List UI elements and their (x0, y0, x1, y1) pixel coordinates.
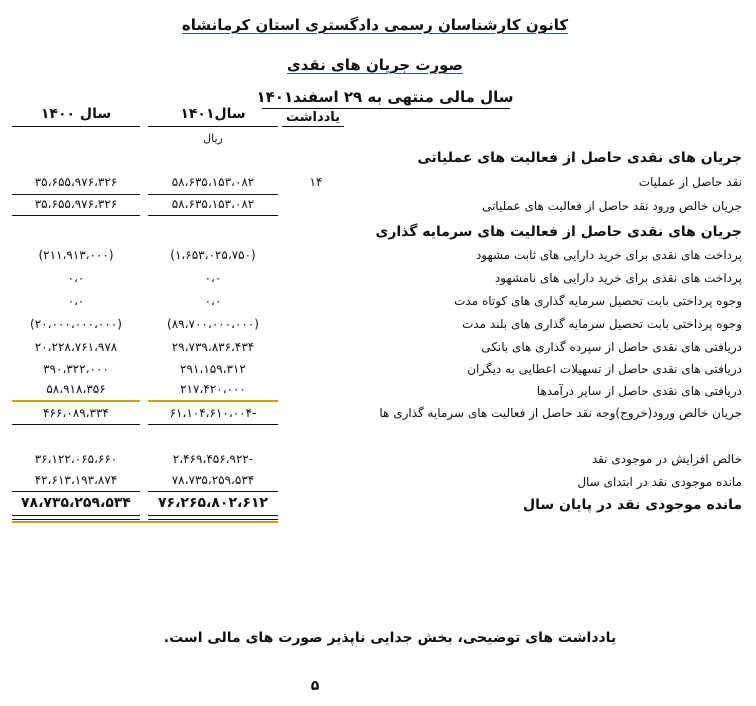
section-investing: جریان های نقدی حاصل از فعالیت های سرمایه گذاری (375, 224, 742, 240)
row-value-1401: ۲۱۷،۴۲۰،۰۰۰ (180, 382, 246, 396)
row-value-1401: (۱،۶۵۳،۰۲۵،۷۵۰) (170, 248, 256, 262)
statement-title: صورت جریان های نقدی (286, 56, 464, 74)
row-value-1401: ۵۸،۶۳۵،۱۵۳،۰۸۲ (171, 197, 255, 211)
row-label: وجوه پرداختی بابت تحصیل سرمایه گذاری های کوتاه مدت (454, 294, 742, 308)
row-label: دریافتی های نقدی حاصل از سپرده گذاری های بانکی (481, 340, 742, 354)
unit-label: ریال (203, 132, 223, 145)
column-header-1401: سال۱۴۰۱ (180, 106, 246, 122)
row-value-1400: ۵۸،۹۱۸،۳۵۶ (46, 382, 106, 396)
row-value-1401: (۸۹،۷۰۰،۰۰۰،۰۰۰) (167, 317, 259, 331)
row-value-1400: ۰،۰ (67, 294, 85, 308)
row-value-1400: ۳۵،۶۵۵،۹۷۶،۳۲۶ (34, 197, 118, 211)
row-value-1401: ۲۹،۷۳۹،۸۳۶،۴۳۴ (171, 340, 255, 354)
row-value-1401: ۲،۴۶۹،۴۵۶،۹۲۲- (172, 452, 254, 466)
row-label: جریان خالص ورود نقد حاصل از فعالیت های عملیاتی (481, 199, 742, 213)
row-value-1401: ۰،۰ (204, 271, 222, 285)
row-label: نقد حاصل از عملیات (638, 175, 742, 189)
row-value-1400: ۳۹۰،۳۲۲،۰۰۰ (43, 362, 109, 376)
org-title: کانون کارشناسان رسمی دادگستری استان کرمانشاه (181, 16, 569, 34)
row-value-1400: (۲۰،۰۰۰،۰۰۰،۰۰۰) (30, 317, 122, 331)
period-title: سال مالی منتهی به ۲۹ اسفند۱۴۰۱ (256, 88, 514, 106)
row-value-1400: (۲۱۱،۹۱۳،۰۰۰) (38, 248, 114, 262)
row-note: ۱۴ (309, 175, 323, 189)
section-operating: جریان های نقدی حاصل از فعالیت های عملیاتی (417, 150, 742, 166)
row-value-1401: ۶۱،۱۰۴،۶۱۰،۰۰۴- (169, 406, 257, 420)
row-label-total: مانده موجودی نقد در پایان سال (522, 497, 742, 513)
column-header-note: یادداشت (285, 110, 341, 125)
row-label: دریافتی های نقدی حاصل از تسهیلات اعطایی به دیگران (467, 362, 742, 376)
row-label: پرداخت های نقدی برای خرید دارایی های نامشهود (494, 271, 742, 285)
row-value-1401: ۷۸،۷۳۵،۲۵۹،۵۳۴ (171, 473, 255, 487)
row-value-1400-total: ۷۸،۷۳۵،۲۵۹،۵۳۴ (21, 495, 131, 511)
row-value-1400: ۴۲،۶۱۳،۱۹۳،۸۷۴ (34, 473, 118, 487)
row-value-1400: ۴۶۶،۰۸۹،۳۳۴ (43, 406, 109, 420)
row-value-1401: ۵۸،۶۳۵،۱۵۳،۰۸۲ (171, 175, 255, 189)
column-header-1400: سال ۱۴۰۰ (40, 106, 112, 122)
row-value-1400: ۰،۰ (67, 271, 85, 285)
row-value-1401-total: ۷۶،۲۶۵،۸۰۲،۶۱۲ (158, 495, 268, 511)
footer-note: یادداشت های توضیحی، بخش جدایی ناپذیر صورت های مالی است. (163, 630, 617, 646)
row-label: خالص افزایش در موجودی نقد (591, 452, 742, 466)
row-label: جریان خالص ورود(خروج)وجه نقد حاصل از فعالیت های سرمایه گذاری ها (379, 406, 742, 420)
row-value-1401: ۰،۰ (204, 294, 222, 308)
row-label: دریافتی های نقدی حاصل از سایر درآمدها (536, 384, 742, 398)
row-value-1400: ۳۵،۶۵۵،۹۷۶،۳۲۶ (34, 175, 118, 189)
row-label: وجوه پرداختی بابت تحصیل سرمایه گذاری های بلند مدت (462, 317, 742, 331)
row-value-1401: ۲۹۱،۱۵۹،۳۱۲ (180, 362, 246, 376)
row-value-1400: ۳۶،۱۲۲،۰۶۵،۶۶۰ (34, 452, 118, 466)
row-value-1400: ۲۰،۲۲۸،۷۶۱،۹۷۸ (34, 340, 118, 354)
row-label: پرداخت های نقدی برای خرید دارایی های ثابت مشهود (475, 248, 742, 262)
page-number: ۵ (310, 678, 320, 694)
row-label: مانده موجودی نقد در ابتدای سال (577, 475, 742, 489)
